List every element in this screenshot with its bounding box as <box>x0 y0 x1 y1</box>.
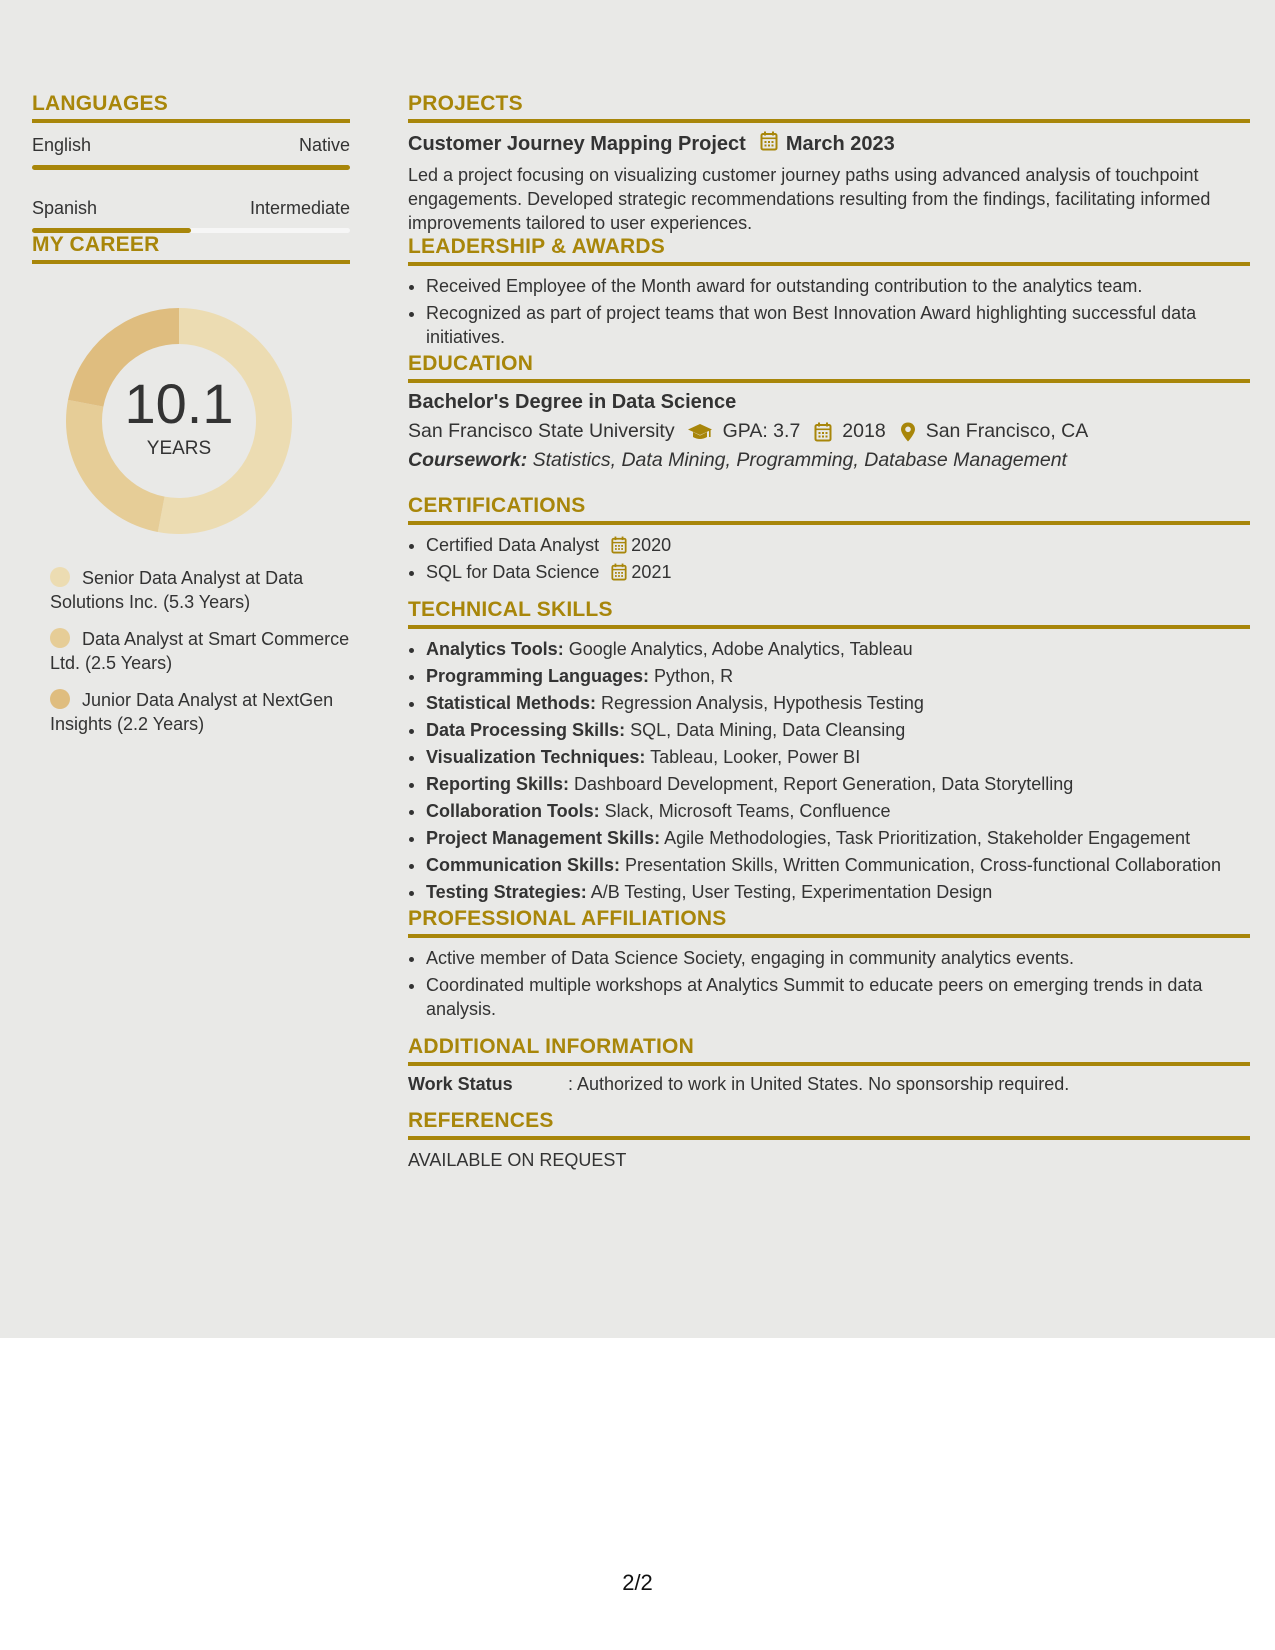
list-item <box>426 718 1250 742</box>
graduation-year: 2018 <box>842 420 886 442</box>
career-legend <box>32 566 350 736</box>
calendar-icon <box>800 422 842 442</box>
skill-value: Google Analytics, Adobe Analytics, Tableau <box>568 639 913 659</box>
skill-label: Programming Languages: <box>426 666 650 686</box>
location-pin-icon <box>886 422 926 442</box>
language-level: Intermediate <box>249 198 350 218</box>
project-title: Customer Journey Mapping Project <box>408 132 746 155</box>
affiliations-list <box>408 946 1250 1021</box>
list-item <box>426 691 1250 715</box>
work-status-value: : Authorized to work in United States. No sponsorship required. <box>568 1074 1070 1094</box>
certification-name: • Certified Data Analyst <box>426 535 600 555</box>
list-item <box>426 560 1250 584</box>
project-title-line <box>408 131 1250 157</box>
career-legend-label: Data Analyst at Smart Commerce Ltd. (2.5 Years) <box>50 629 350 673</box>
legend-dot <box>50 628 70 648</box>
skill-value: Regression Analysis, Hypothesis Testing <box>601 693 924 713</box>
calendar-icon <box>599 563 631 581</box>
gpa: GPA: 3.7 <box>722 420 801 442</box>
language-name: English <box>32 135 92 155</box>
skills-heading: TECHNICAL SKILLS <box>408 598 1250 629</box>
certifications-list <box>408 533 1250 584</box>
right-column <box>408 92 1250 1171</box>
career-total-years: 10.1 <box>124 372 234 435</box>
skill-label: Communication Skills: <box>426 855 621 875</box>
career-legend-label: Senior Data Analyst at Data Solutions Inc. (5.3 Years) <box>50 568 304 612</box>
school-name: San Francisco State University <box>408 420 675 442</box>
page-number: 2/2 <box>622 1570 653 1595</box>
skill-value: Slack, Microsoft Teams, Confluence <box>604 801 891 821</box>
degree-title: Bachelor's Degree in Data Science <box>408 391 737 413</box>
leadership-heading: LEADERSHIP & AWARDS <box>408 235 1250 266</box>
skill-label: Data Processing Skills: <box>426 720 626 740</box>
work-status-label: Work Status <box>408 1074 513 1094</box>
list-item <box>426 799 1250 823</box>
list-item <box>426 637 1250 661</box>
skill-value: Tableau, Looker, Power BI <box>650 747 861 767</box>
list-item <box>426 826 1250 850</box>
coursework-list: Statistics, Data Mining, Programming, Database Management <box>532 449 1067 471</box>
skill-value: A/B Testing, User Testing, Experimentation Design <box>590 882 993 902</box>
calendar-icon <box>760 131 778 157</box>
certification-year: 2020 <box>631 535 672 555</box>
work-status-row <box>408 1074 1250 1095</box>
list-item <box>426 533 1250 557</box>
career-legend-item <box>50 688 350 736</box>
list-item <box>426 745 1250 769</box>
career-total-unit: YEARS <box>146 438 212 459</box>
additional-info-heading: ADDITIONAL INFORMATION <box>408 1035 1250 1066</box>
certification-year: 2021 <box>631 562 672 582</box>
language-proficiency-bar <box>32 228 350 233</box>
skill-label: Reporting Skills: <box>426 774 570 794</box>
list-item: • Received Employee of the Month award for outstanding contribution to the analytics team. <box>426 274 1250 298</box>
coursework-label: Coursework: <box>408 449 528 471</box>
skill-value: Dashboard Development, Report Generation, Data Storytelling <box>574 774 1074 794</box>
project-date: March 2023 <box>785 132 895 155</box>
skill-label: Collaboration Tools: <box>426 801 600 821</box>
graduation-cap-icon <box>675 422 723 442</box>
education-heading: EDUCATION <box>408 352 1250 383</box>
language-item <box>32 198 350 233</box>
projects-heading: PROJECTS <box>408 92 1250 123</box>
skill-label: Project Management Skills: <box>426 828 661 848</box>
skill-label: Testing Strategies: <box>426 882 587 902</box>
certification-name: • SQL for Data Science <box>426 562 600 582</box>
language-name: Spanish <box>32 198 98 218</box>
skills-list <box>408 637 1250 904</box>
skill-label: Visualization Techniques: <box>426 747 646 767</box>
language-item <box>32 135 350 170</box>
language-proficiency-bar <box>32 165 350 170</box>
calendar-icon <box>599 536 631 554</box>
coursework <box>408 449 1250 472</box>
list-item <box>426 664 1250 688</box>
left-column <box>32 92 350 749</box>
project-description: Led a project focusing on visualizing customer journey paths using advanced analysis of touchpoint engagements. Developed strategic recommendations resulting from the findings, facilitating informed improvements tailored to user experiences. <box>408 165 1211 233</box>
list-item: • Coordinated multiple workshops at Analytics Summit to educate peers on emerging trends in data analysis. <box>426 973 1250 1021</box>
affiliations-heading: PROFESSIONAL AFFILIATIONS <box>408 907 1250 938</box>
proficiency-fill <box>32 165 350 170</box>
certifications-heading: CERTIFICATIONS <box>408 494 1250 525</box>
skill-value: SQL, Data Mining, Data Cleansing <box>630 720 906 740</box>
leadership-list <box>408 274 1250 349</box>
career-heading: MY CAREER <box>32 233 350 264</box>
career-donut-chart <box>66 308 292 534</box>
legend-dot <box>50 689 70 709</box>
skill-value: Python, R <box>654 666 734 686</box>
references-text: AVAILABLE ON REQUEST <box>408 1150 627 1170</box>
skill-label: Statistical Methods: <box>426 693 597 713</box>
skill-label: Analytics Tools: <box>426 639 564 659</box>
career-legend-label: Junior Data Analyst at NextGen Insights (2.2 Years) <box>50 690 334 734</box>
career-legend-item <box>50 566 350 614</box>
proficiency-fill <box>32 228 191 233</box>
list-item <box>426 853 1250 877</box>
list-item <box>426 772 1250 796</box>
legend-dot <box>50 567 70 587</box>
skill-value: Presentation Skills, Written Communication, Cross-functional Collaboration <box>625 855 1221 875</box>
education-location: San Francisco, CA <box>925 420 1089 442</box>
list-item: • Recognized as part of project teams that won Best Innovation Award highlighting successful data initiatives. <box>426 301 1250 349</box>
list-item <box>426 880 1250 904</box>
references-heading: REFERENCES <box>408 1109 1250 1140</box>
languages-heading: LANGUAGES <box>32 92 350 123</box>
list-item: • Active member of Data Science Society, engaging in community analytics events. <box>426 946 1250 970</box>
skill-value: Agile Methodologies, Task Prioritization, Stakeholder Engagement <box>664 828 1191 848</box>
career-legend-item <box>50 627 350 675</box>
language-level: Native <box>298 135 350 155</box>
education-meta <box>408 420 1250 443</box>
